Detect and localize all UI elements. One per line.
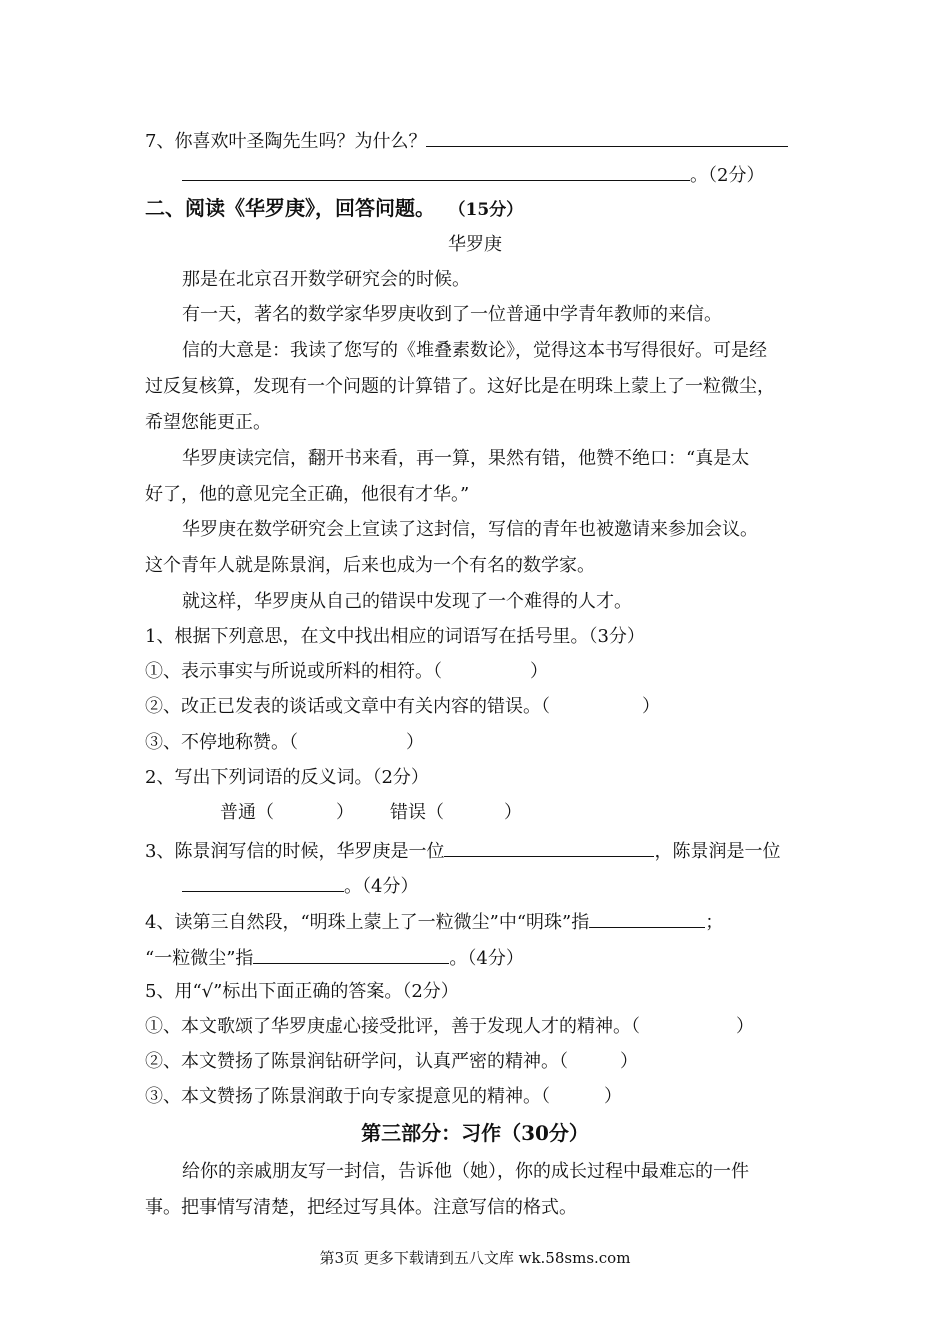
- q7-line2: [182, 160, 764, 189]
- section2-heading: [145, 195, 523, 223]
- q3-line1: 3、陈景润写信的时候，华罗庚是一位 ，陈景润是一位: [145, 836, 780, 865]
- q7-score: 。（2分）: [690, 165, 765, 186]
- passage-line: 华罗庚读完信，翻开书来看，再一算，果然有错，他赞不绝口：“真是太: [182, 448, 750, 469]
- q4-line1: 4、读第三自然段，“明珠上蒙上了一粒微尘”中“明珠”指 ；: [145, 907, 723, 936]
- q5-prompt: 5、用“√”标出下面正确的答案。（2分）: [145, 981, 459, 1002]
- q3-line2: 。（4分）: [182, 871, 418, 900]
- page-footer: 第3页 更多下载请到五八文库 wk.58sms.com: [319, 1249, 631, 1267]
- q5-option-b: ②、本文赞扬了陈景润钻研学问，认真严密的精神。（ ）: [145, 1051, 638, 1072]
- q2-words: 普通（ ） 错误（ ）: [220, 802, 522, 823]
- q4-blank-1[interactable]: [589, 907, 705, 928]
- passage-line: 希望您能更正。: [145, 412, 271, 433]
- q2-prompt: 2、写出下列词语的反义词。（2分）: [145, 767, 429, 788]
- q1-item-a: ①、表示事实与所说或所料的相符。（ ）: [145, 661, 548, 682]
- q4-blank-2[interactable]: [253, 943, 449, 964]
- section3-heading: 第三部分：习作（30分）: [361, 1121, 589, 1145]
- q7-answer-blank-2[interactable]: [182, 160, 690, 181]
- q1-item-c: ③、不停地称赞。（ ）: [145, 732, 424, 753]
- q3-blank-2[interactable]: [182, 871, 344, 892]
- section2-score: （15分）: [457, 200, 524, 220]
- q7-answer-blank-1[interactable]: [426, 126, 788, 147]
- q1-prompt: 1、根据下列意思，在文中找出相应的词语写在括号里。（3分）: [145, 626, 645, 647]
- passage-line: 华罗庚在数学研究会上宣读了这封信，写信的青年也被邀请来参加会议。: [182, 519, 758, 540]
- q1-item-b: ②、改正已发表的谈话或文章中有关内容的错误。（ ）: [145, 696, 660, 717]
- passage-line: 那是在北京召开数学研究会的时候。: [182, 269, 470, 290]
- passage-line: 有一天，著名的数学家华罗庚收到了一位普通中学青年教师的来信。: [182, 304, 722, 325]
- essay-prompt-line1: 给你的亲戚朋友写一封信，告诉他（她），你的成长过程中最难忘的一件: [182, 1161, 749, 1182]
- q5-option-a: ①、本文歌颂了华罗庚虚心接受批评，善于发现人才的精神。（ ）: [145, 1016, 754, 1037]
- q7-line1: [145, 126, 788, 155]
- passage-line: 这个青年人就是陈景润，后来也成为一个有名的数学家。: [145, 555, 595, 576]
- q5-option-c: ③、本文赞扬了陈景润敢于向专家提意见的精神。（ ）: [145, 1086, 622, 1107]
- q4-line2: “一粒微尘”指 。（4分）: [145, 943, 524, 972]
- passage-line: 过反复核算，发现有一个问题的计算错了。这好比是在明珠上蒙上了一粒微尘，: [145, 376, 775, 397]
- passage-title: 华罗庚: [448, 234, 502, 255]
- passage-line: 就这样，华罗庚从自己的错误中发现了一个难得的人才。: [182, 591, 632, 612]
- q3-blank-1[interactable]: [444, 836, 654, 857]
- section2-title: 二、阅读《华罗庚》，回答问题。: [145, 196, 435, 220]
- passage-line: 好了，他的意见完全正确，他很有才华。”: [145, 484, 470, 505]
- essay-prompt-line2: 事。把事情写清楚，把经过写具体。注意写信的格式。: [145, 1197, 577, 1218]
- passage-line: 信的大意是：我读了您写的《堆叠素数论》，觉得这本书写得很好。可是经: [182, 340, 767, 361]
- q7-text: 7、你喜欢叶圣陶先生吗？为什么？: [145, 131, 427, 152]
